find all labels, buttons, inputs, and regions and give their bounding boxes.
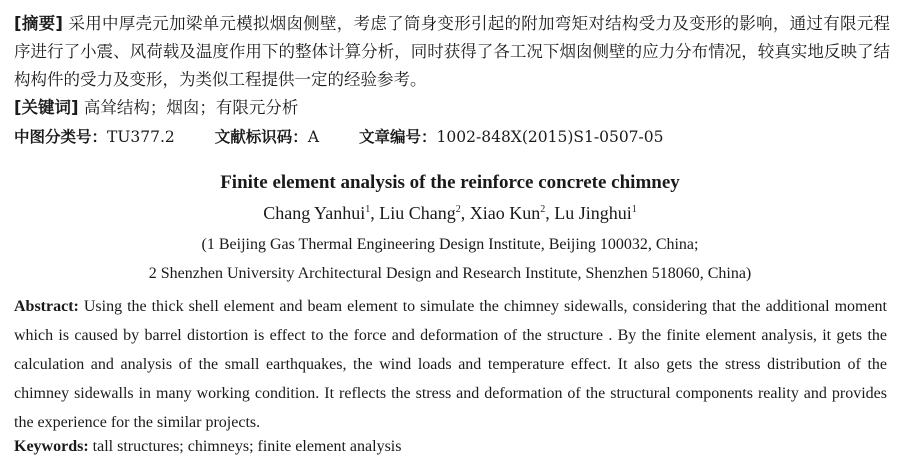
affiliation-1: (1 Beijing Gas Thermal Engineering Design Institute, Beijing 100032, China;	[201, 236, 699, 253]
chinese-keywords-text: 高耸结构；烟囱；有限元分析	[83, 98, 299, 117]
chinese-front-matter	[14, 10, 890, 150]
document-code	[215, 124, 319, 150]
classification-line	[14, 124, 890, 150]
clc-value: TU377.2	[107, 128, 175, 146]
english-keywords-label: Keywords:	[14, 438, 89, 455]
author	[263, 203, 370, 223]
english-title: Finite element analysis of the reinforce concrete chimney	[220, 172, 680, 193]
author-affiliation-mark: 1	[365, 204, 371, 215]
chinese-keywords-label: [关键词]	[14, 98, 79, 117]
affiliation-2: 2 Shenzhen University Architectural Design and Research Institute, Shenzhen 518060, China)	[148, 265, 752, 282]
chinese-keywords	[14, 94, 890, 122]
english-abstract-text: Using the thick shell element and beam element to simulate the chimney sidewalls, considering that the additional moment which is caused by barrel distortion is effect to the force and deformation of the structure . By the finite element analysis, it gets the calculation and analysis of the small earthquakes, the wind loads and temperature effect. It also gets the stress distribution of the chimney sidewalls in many working condition. It reflects the stress and deformation of the structural components reality and provides the experience for the similar projects.	[14, 298, 888, 431]
document-code-label: 文献标识码：	[214, 128, 308, 146]
author-name: Chang Yanhui	[263, 203, 366, 223]
english-keywords-text: tall structures; chimneys; finite element analysis	[92, 438, 402, 455]
document-code-value: A	[307, 128, 320, 146]
chinese-abstract-label: [摘要]	[14, 14, 63, 33]
author-name: Liu Chang	[379, 203, 456, 223]
english-abstract	[14, 292, 887, 437]
clc-number	[14, 124, 175, 150]
article-number-label: 文章编号：	[359, 128, 437, 146]
author	[470, 203, 546, 223]
author-affiliation-mark: 2	[455, 204, 461, 215]
article-number-value: 1002-848X(2015)S1-0507-05	[436, 128, 664, 146]
author-name: Xiao Kun	[469, 203, 541, 223]
author-name: Lu Jinghui	[554, 203, 632, 223]
author-affiliation-mark: 1	[631, 204, 637, 215]
author	[379, 203, 461, 223]
author-affiliation-mark: 2	[540, 204, 546, 215]
english-abstract-label: Abstract:	[14, 298, 79, 315]
author	[554, 203, 637, 223]
article-number	[359, 124, 663, 150]
chinese-abstract	[14, 10, 890, 94]
chinese-abstract-text: 采用中厚壳元加梁单元模拟烟囱侧壁，考虑了筒身变形引起的附加弯矩对结构受力及变形的影响，通过有限元程序进行了小震、风荷载及温度作用下的整体计算分析，同时获得了各工况下烟囱侧壁的应力分布情况，较真实地反映了结构构件的受力及变形，为类似工程提供一定的经验参考。	[14, 14, 891, 89]
author-list: Chang Yanhui$^1$, Liu Chang$^2$, Xiao Kun$^2$, Lu Jinghui$^1$	[263, 203, 637, 223]
clc-label: 中图分类号：	[14, 128, 108, 146]
english-keywords	[14, 434, 401, 460]
